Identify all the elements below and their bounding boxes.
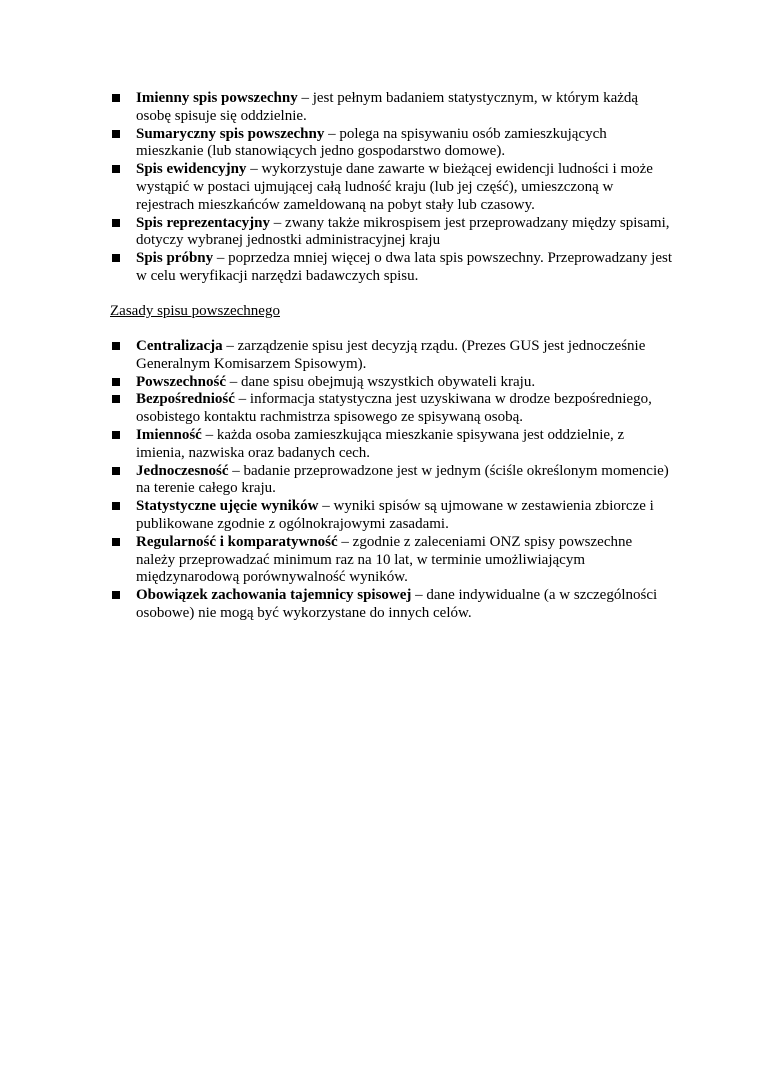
item-description: – dane spisu obejmują wszystkich obywateli kraju.	[226, 373, 536, 390]
square-bullet-icon	[112, 538, 120, 546]
item-description: – dane indywidualne (a w szczególności osobowe) nie mogą być wykorzystane do innych celów.	[136, 587, 658, 621]
item-term: Imienny spis powszechny	[136, 90, 298, 106]
list-item	[110, 215, 675, 251]
item-description: – badanie przeprowadzone jest w jednym (ściśle określonym momencie) na terenie całego kraju.	[136, 462, 669, 497]
item-term: Regularność i komparatywność	[136, 533, 338, 550]
list-item	[110, 427, 675, 463]
list-item	[110, 338, 675, 374]
item-description: – zwany także mikrospisem jest przeprowadzany między spisami, dotyczy wybranej jednostki administracyjnej kraju	[136, 214, 670, 249]
item-description: – wykorzystuje dane zawarte w bieżącej ewidencji ludności i może wystąpić w postaci ujmującej całą ludność kraju (lub jej część), umieszczoną w rejestrach mieszkańców zameldowaną na pobyt stały lub czasowy.	[136, 161, 653, 213]
square-bullet-icon	[112, 378, 120, 386]
square-bullet-icon	[112, 395, 120, 403]
list-item	[110, 587, 675, 623]
list-item	[110, 374, 675, 392]
square-bullet-icon	[112, 254, 120, 262]
list-item	[110, 391, 675, 427]
list-item	[110, 534, 675, 587]
item-description: – zarządzenie spisu jest decyzją rządu. (Prezes GUS jest jednocześnie Generalnym Komisarzem Spisowym).	[136, 338, 646, 372]
list-item	[110, 463, 675, 499]
item-term: Centralizacja	[136, 338, 223, 354]
item-term: Bezpośredniość	[136, 391, 235, 408]
square-bullet-icon	[112, 502, 120, 510]
list-item	[110, 250, 675, 286]
item-term: Imienność	[136, 426, 202, 443]
item-description: – informacja statystyczna jest uzyskiwana w drodze bezpośredniego, osobistego kontaktu rachmistrza spisowego ze spisywaną osobą.	[136, 391, 652, 426]
item-term: Powszechność	[136, 373, 226, 390]
item-term: Spis próbny	[136, 250, 214, 267]
square-bullet-icon	[112, 165, 120, 173]
item-term: Sumaryczny spis powszechny	[136, 125, 325, 142]
item-description: – jest pełnym badaniem statystycznym, w którym każdą osobę spisuje się oddzielnie.	[136, 90, 639, 124]
item-description: – zgodnie z zaleceniami ONZ spisy powszechne należy przeprowadzać minimum raz na 10 lat, w terminie umożliwiającym międzynarodową porównywalność wyników.	[136, 533, 633, 586]
list-item	[110, 90, 675, 126]
census-types-list	[110, 90, 675, 286]
list-item	[110, 161, 675, 214]
item-description: – polega na spisywaniu osób zamieszkujących mieszkanie (lub stanowiących jedno gospodarstwo domowe).	[136, 125, 607, 160]
item-term: Obowiązek zachowania tajemnicy spisowej	[136, 587, 412, 604]
section-heading: Zasady spisu powszechnego	[110, 303, 280, 319]
square-bullet-icon	[112, 94, 120, 102]
square-bullet-icon	[112, 467, 120, 475]
square-bullet-icon	[112, 342, 120, 350]
list-item	[110, 498, 675, 534]
square-bullet-icon	[112, 431, 120, 439]
item-term: Statystyczne ujęcie wyników	[136, 498, 319, 515]
item-description: – każda osoba zamieszkująca mieszkanie spisywana jest oddzielnie, z imienia, nazwiska oraz badanych cech.	[136, 426, 625, 461]
square-bullet-icon	[112, 130, 120, 138]
item-term: Spis ewidencyjny	[136, 161, 247, 178]
square-bullet-icon	[112, 219, 120, 227]
item-term: Spis reprezentacyjny	[136, 214, 271, 231]
square-bullet-icon	[112, 591, 120, 599]
census-principles-list	[110, 338, 675, 623]
item-description: – poprzedza mniej więcej o dwa lata spis powszechny. Przeprowadzany jest w celu weryfikacji narzędzi badawczych spisu.	[136, 250, 672, 284]
list-item	[110, 126, 675, 162]
item-term: Jednoczesność	[136, 462, 229, 479]
item-description: – wyniki spisów są ujmowane w zestawienia zbiorcze i publikowane zgodnie z ogólnokrajowymi zasadami.	[136, 498, 654, 532]
